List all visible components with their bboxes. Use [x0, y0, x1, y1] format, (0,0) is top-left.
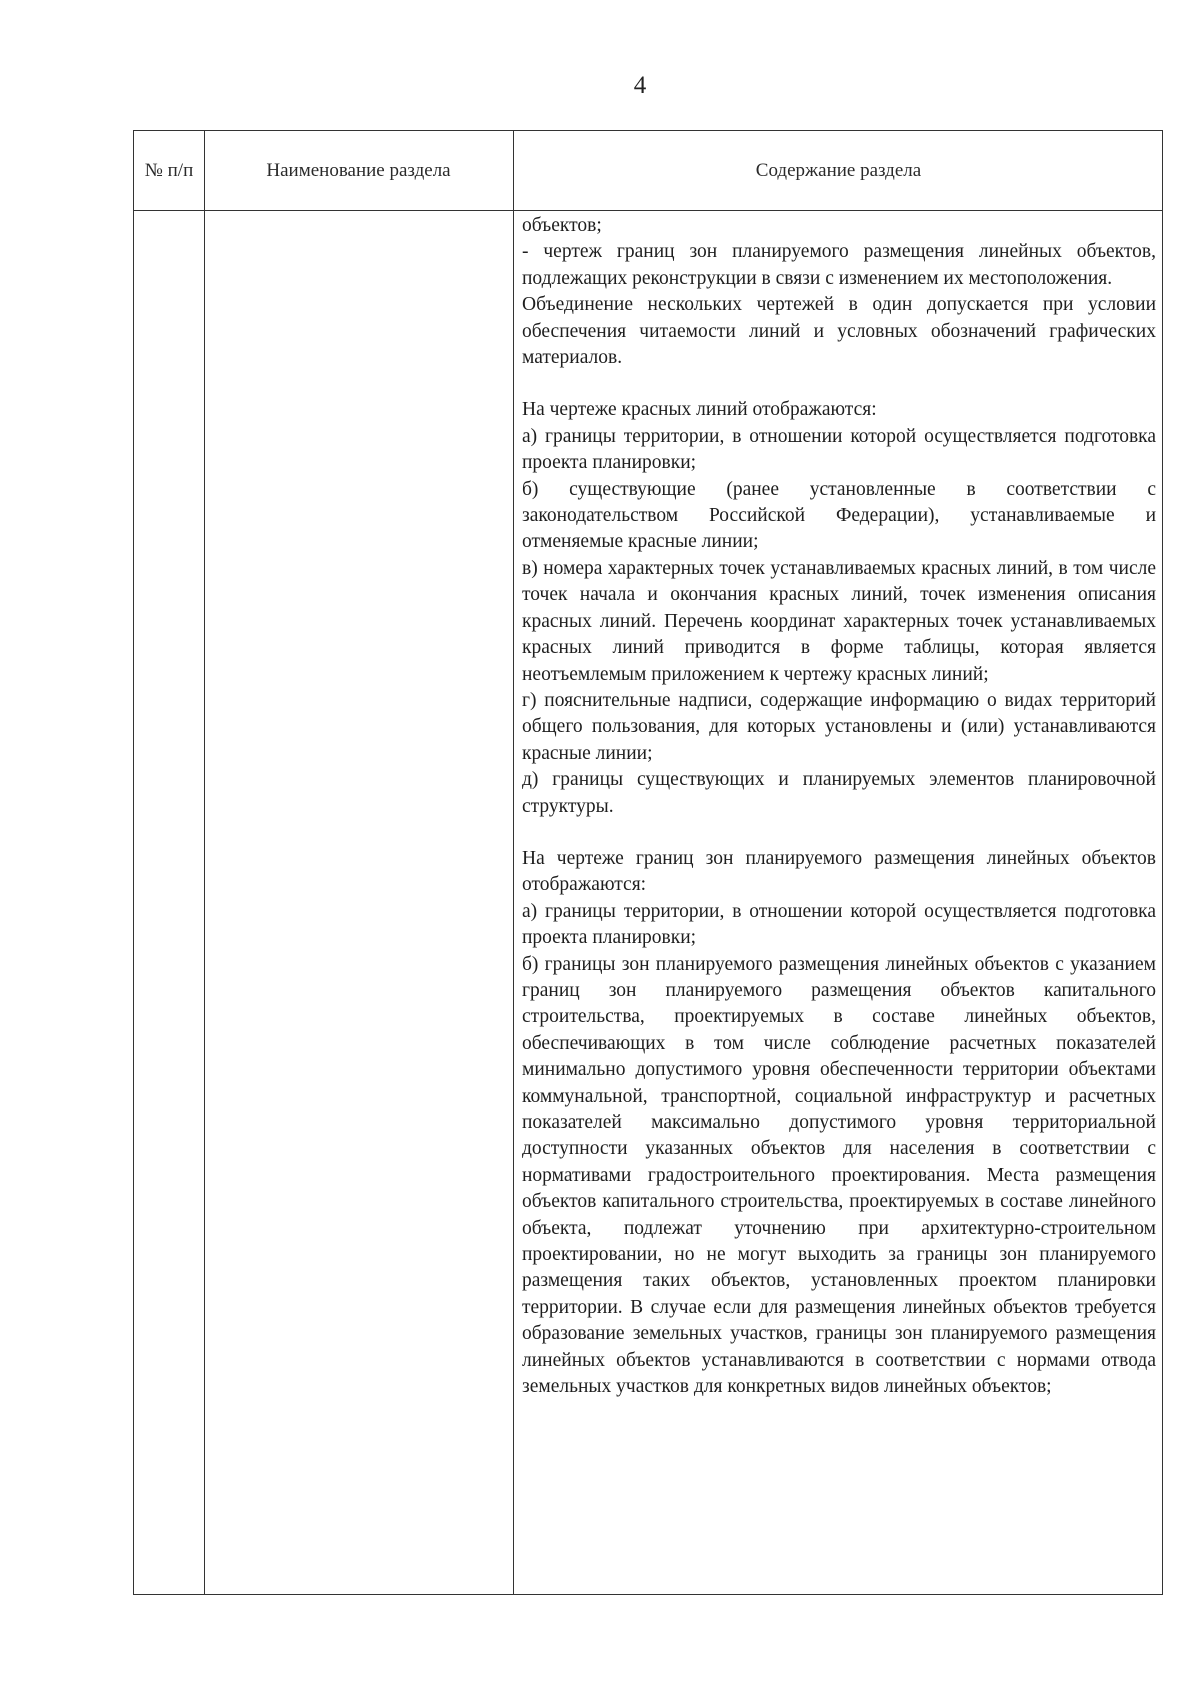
header-divider [134, 210, 1162, 211]
content-paragraph: б) границы зон планируемого размещения линейных объектов с указанием границ зон планируемого размещения объектов капитального строительства, проектируемых в составе линейных объектов, обеспечивающих в том числе соблюдение расчетных показателей минимально допустимого уровня обеспеченности территории объектами коммунальной, транспортной, социальной инфраструктур и расчетных показателей максимально допустимого уровня территориальной доступности указанных объектов для населения в соответствии с нормативами градостроительного проектирования. Места размещения объектов капитального строительства, проектируемых в составе линейного объекта, подлежат уточнению при архитектурно-строительном проектировании, но не могут выходить за границы зон планируемого размещения таких объектов, установленных проектом планировки территории. В случае если для размещения линейных объектов требуется образование земельных участков, границы зон планируемого размещения линейных объектов устанавливаются в соответствии с нормами отвода земельных участков для конкретных видов линейных объектов; [522, 953, 1156, 1398]
content-paragraph: а) границы территории, в отношении которой осуществляется подготовка проекта планировки; [522, 900, 1156, 949]
section-table [133, 130, 1163, 1595]
content-paragraph: На чертеже границ зон планируемого размещения линейных объектов отображаются: [522, 847, 1156, 896]
content-paragraph: Объединение нескольких чертежей в один допускается при условии обеспечения читаемости линий и условных обозначений графических материалов. [522, 294, 1156, 369]
paragraph-gap [522, 820, 1156, 846]
content-paragraph: г) пояснительные надписи, содержащие информацию о видах территорий общего пользования, для которых установлены и (или) устанавливаются красные линии; [522, 689, 1156, 764]
content-paragraph: д) границы существующих и планируемых элементов планировочной структуры. [522, 769, 1156, 817]
content-paragraph: в) номера характерных точек устанавливаемых красных линий, в том числе точек начала и окончания красных линий, точек изменения описания красных линий. Перечень координат характерных точек устанавливаемых красных линий приводится в форме таблицы, которая является неотъемлемым приложением к чертежу красных линий; [522, 557, 1156, 685]
content-paragraph: На чертеже красных линий отображаются: [522, 399, 877, 421]
column-divider [513, 131, 514, 1594]
paragraph-gap [522, 371, 1156, 397]
content-paragraph: - чертеж границ зон планируемого размещения линейных объектов, подлежащих реконструкции в связи с изменением их местоположения. [522, 241, 1156, 289]
content-paragraph: б) существующие (ранее установленные в соответствии с законодательством Российской Федерации), устанавливаемые и отменяемые красные линии; [522, 478, 1156, 553]
header-section-content: Содержание раздела [755, 159, 922, 181]
section-content-cell [522, 213, 1156, 1400]
content-paragraph: объектов; [522, 215, 602, 236]
page-number: 4 [633, 72, 647, 99]
content-paragraph: а) границы территории, в отношении которой осуществляется подготовка проекта планировки; [522, 425, 1156, 474]
header-number: № п/п [144, 159, 194, 181]
header-section-name: Наименование раздела [266, 159, 451, 181]
column-divider [204, 131, 205, 1594]
